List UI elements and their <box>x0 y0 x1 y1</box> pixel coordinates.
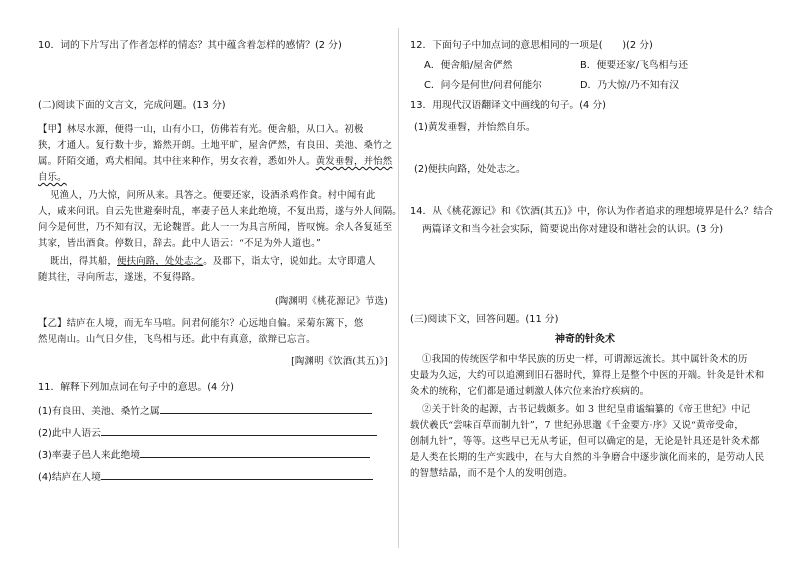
passage-jia-line-9: 既出，得其船，便扶向路，处处志之。及郡下，诣太守，说如此。太守即遣人 <box>50 256 376 267</box>
article-line-3: 灸术的统称，它们都是通过刺激人体穴位来治疗疾病的。 <box>410 386 650 397</box>
passage-jia-line-2: 狭，才通人。复行数十步，豁然开朗。土地平旷，屋舍俨然，有良田、美池、桑竹之 <box>38 140 393 151</box>
q12-option-a: A．便舍船/屋舍俨然 <box>424 60 513 71</box>
article-line-6: 创制九针”，等等。这些早已无从考证，但可以确定的是，无论是针具还是针灸术都 <box>410 436 760 447</box>
article-line-2: 史最为久远，大约可以追溯到旧石器时代，算得上是整个中医的开端。针灸是针术和 <box>410 370 765 381</box>
q11-item-2: (2)此中人语云 <box>38 426 377 440</box>
q13-item-2: (2)便扶向路，处处志之。 <box>414 164 526 175</box>
underlined-sentence-2: 便扶向路，处处志之 <box>117 256 204 267</box>
passage-jia-line-5: 见渔人，乃大惊，问所从来。具答之。便要还家，设酒杀鸡作食。村中闻有此 <box>50 190 376 201</box>
article-line-8: 的智慧结晶，而不是个人的发明创造。 <box>410 468 573 479</box>
passage-jia-line-3: 属。阡陌交通，鸡犬相闻。其中往来种作，男女衣着，悉如外人。黄发垂髫，并怡然 <box>38 156 393 167</box>
answer-blank[interactable] <box>101 426 377 436</box>
question-14-line-2: 两篇译文和当今社会实际，简要说出你对建设和谐社会的认识。(3 分) <box>422 224 724 235</box>
passage-jia-line-1: 【甲】林尽水源，便得一山，山有小口，仿佛若有光。便舍船，从口入。初极 <box>38 124 364 135</box>
column-divider <box>398 28 399 548</box>
section-3-heading: (三)阅读下文，回答问题。(11 分) <box>410 314 559 325</box>
article-line-1: ①我国的传统医学和中华民族的历史一样，可谓源远流长。其中属针灸术的历 <box>422 354 748 365</box>
underlined-sentence-1: 黄发垂髫，并怡然 <box>315 156 393 167</box>
answer-blank[interactable] <box>140 448 370 458</box>
passage-jia-line-6: 人，咸来问讯。自云先世避秦时乱，率妻子邑人来此绝境，不复出焉，遂与外人间隔。 <box>38 206 402 217</box>
question-14-line-1: 14．从《桃花源记》和《饮酒(其五)》中，你认为作者追求的理想境界是什么？结合 <box>410 206 774 217</box>
q12-option-c: C．问今是何世/问君何能尔 <box>424 80 542 91</box>
question-10: 10．词的下片写出了作者怎样的情态？其中蕴含着怎样的感情？(2 分) <box>38 40 342 51</box>
article-line-5: 载伏羲氏“尝味百草而制九针”，7 世纪孙思邈《千金要方·序》又说“黄帝受命， <box>410 420 744 431</box>
passage-jia-line-8: 其家，皆出酒食。停数日，辞去。此中人语云：“不足为外人道也。” <box>38 238 321 249</box>
q11-item-1: (1)有良田、美池、桑竹之属 <box>38 404 372 418</box>
answer-blank[interactable] <box>101 470 373 480</box>
q13-item-1: (1)黄发垂髫，并怡然自乐。 <box>414 122 536 133</box>
passage-yi-source: [陶渊明《饮酒(其五)》] <box>291 356 388 367</box>
passage-yi-line-2: 然见南山。山气日夕佳，飞鸟相与还。此中有真意，欲辩已忘言。 <box>38 334 316 345</box>
section-2-heading: (二)阅读下面的文言文，完成问题。(13 分) <box>38 100 226 111</box>
question-13: 13．用现代汉语翻译文中画线的句子。(4 分) <box>410 100 607 111</box>
article-line-7: 是人类在长期的生产实践中，在与大自然的斗争磨合中逐步演化而来的，是劳动人民 <box>410 452 765 463</box>
question-12: 12．下面句子中加点词的意思相同的一项是( )(2 分) <box>410 40 653 51</box>
passage-jia-line-4: 自乐。 <box>38 172 67 183</box>
passage-jia-line-10: 随其往，寻向所志，遂迷，不复得路。 <box>38 272 201 283</box>
question-11: 11．解释下列加点词在句子中的意思。(4 分) <box>38 382 235 393</box>
answer-blank[interactable] <box>160 404 372 414</box>
passage-jia-line-7: 问今是何世，乃不知有汉，无论魏晋。此人一一为具言所闻，皆叹惋。余人各复延至 <box>38 222 393 233</box>
q12-option-d: D．乃大惊/乃不知有汉 <box>580 80 680 91</box>
article-title: 神奇的针灸术 <box>555 334 615 345</box>
passage-yi-line-1: 【乙】结庐在人境，而无车马喧。问君何能尔？心远地自偏。采菊东篱下，悠 <box>38 318 364 329</box>
q11-item-3: (3)率妻子邑人来此绝境 <box>38 448 370 462</box>
q11-item-4: (4)结庐在人境 <box>38 470 373 484</box>
article-line-4: ②关于针灸的起源，古书记载颇多。如 3 世纪皇甫谧编纂的《帝王世纪》中记 <box>422 404 751 415</box>
q12-option-b: B．便要还家/飞鸟相与还 <box>580 60 688 71</box>
passage-jia-source: (陶渊明《桃花源记》节选) <box>274 296 388 307</box>
